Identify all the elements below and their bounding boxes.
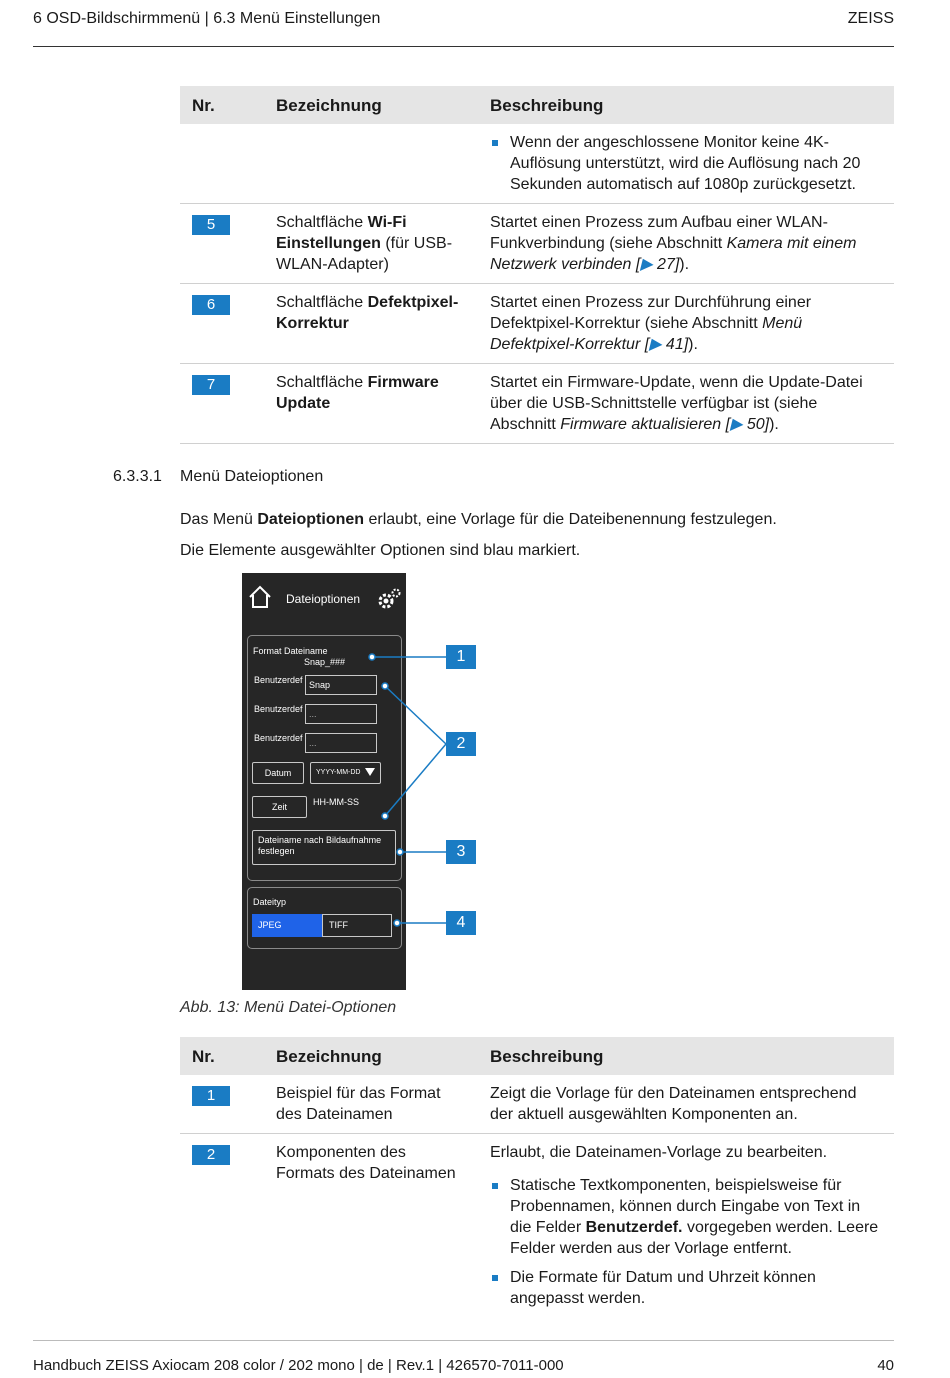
table-row: 2 Komponenten des Formats des Dateinamen Erlaubt, die Dateinamen-Vorlage zu bearbeiten. Statische Textkomponenten, beispielsweise für Probennamen, können durch Eingabe von Text in die Felder Benutzerdef. vorgegeben werden. Leere Felder werden aus der Vorlage entfernt. Die Formate für Datum und Uhrzeit können angepasst werden.	[180, 1134, 894, 1318]
table-row: 7 Schaltfläche Firmware Update Startet ein Firmware-Update, wenn die Update-Datei über die USB-Schnittstelle verfügbar ist (siehe Abschnitt Firmware aktualisieren [▶ 50]).	[180, 364, 894, 444]
page-header	[33, 10, 894, 47]
cross-reference[interactable]: Firmware aktualisieren [▶ 50]	[560, 416, 770, 433]
section-number: 6.3.3.1	[113, 468, 162, 485]
col-beschreibung: Beschreibung	[478, 86, 894, 124]
intro-paragraph: Das Menü Dateioptionen erlaubt, eine Vorlage für die Dateibenennung festzulegen.	[180, 511, 777, 528]
user-label-1: Benutzerdef	[254, 675, 303, 685]
col-bezeichnung: Bezeichnung	[264, 86, 478, 124]
footer-doc-info: Handbuch ZEISS Axiocam 208 color / 202 mono | de | Rev.1 | 426570-7011-000	[33, 1357, 564, 1374]
table-header-row	[180, 86, 894, 124]
number-badge: 2	[192, 1145, 230, 1165]
callout-lines	[360, 640, 480, 940]
link-arrow-icon: ▶	[640, 256, 653, 273]
jpeg-option[interactable]: JPEG	[252, 914, 322, 937]
time-format: HH-MM-SS	[313, 797, 359, 807]
filetype-label: Dateityp	[253, 897, 287, 907]
user-label-2: Benutzerdef	[254, 704, 303, 714]
link-arrow-icon: ▶	[730, 416, 743, 433]
col-beschreibung: Beschreibung	[478, 1037, 894, 1075]
table-header-row	[180, 1037, 894, 1075]
number-badge: 6	[192, 295, 230, 315]
number-badge: 5	[192, 215, 230, 235]
format-preview: Snap_###	[304, 657, 346, 667]
link-arrow-icon: ▶	[649, 336, 662, 353]
date-format-select[interactable]: YYYY-MM-DD	[310, 762, 381, 784]
gear-icon[interactable]	[376, 587, 402, 611]
callout-2: 2	[446, 732, 476, 756]
table-row: 5 Schaltfläche Wi-Fi Einstellungen (für USB-WLAN-Adapter) Startet einen Prozess zum Aufbau einer WLAN-Funkverbindung (siehe Abschnitt Kamera mit einem Netzwerk verbinden [▶ 27]).	[180, 204, 894, 284]
settings-table	[180, 86, 894, 444]
format-label: Format Dateiname	[253, 646, 328, 656]
callout-4: 4	[446, 911, 476, 935]
callout-3: 3	[446, 840, 476, 864]
cross-reference[interactable]: Kamera mit einem Netzwerk verbinden [▶ 27]	[490, 235, 857, 273]
col-bezeichnung: Bezeichnung	[264, 1037, 478, 1075]
set-filename-button[interactable]: Dateiname nach Bildaufnahme festlegen	[252, 830, 396, 865]
table-row: 6 Schaltfläche Defektpixel-Korrektur Startet einen Prozess zur Durchführung einer Defektpixel-Korrektur (siehe Abschnitt Menü Defektpixel-Korrektur [▶ 41]).	[180, 284, 894, 364]
date-button[interactable]: Datum	[252, 762, 304, 784]
user-field-3[interactable]: ...	[305, 733, 377, 753]
bullet-item: Wenn der angeschlossene Monitor keine 4K-Auflösung unterstützt, wird die Auflösung nach 20 Sekunden automatisch auf 1080p zurückgesetzt.	[490, 132, 882, 195]
user-field-1[interactable]: Snap	[305, 675, 377, 695]
section-title: Menü Dateioptionen	[180, 468, 324, 485]
col-nr: Nr.	[180, 86, 264, 124]
cross-reference[interactable]: Menü Defektpixel-Korrektur [▶ 41]	[490, 315, 803, 353]
bullet-item: Statische Textkomponenten, beispielsweise für Probennamen, können durch Eingabe von Text in die Felder Benutzerdef. vorgegeben werden. Leere Felder werden aus der Vorlage entfernt.	[490, 1175, 882, 1259]
home-icon[interactable]	[248, 585, 272, 609]
time-button[interactable]: Zeit	[252, 796, 307, 818]
file-options-table	[180, 1037, 894, 1317]
number-badge: 7	[192, 375, 230, 395]
callout-1: 1	[446, 645, 476, 669]
number-badge: 1	[192, 1086, 230, 1106]
screen-title: Dateioptionen	[286, 592, 361, 606]
page-number: 40	[877, 1357, 894, 1374]
user-label-3: Benutzerdef	[254, 733, 303, 743]
page-footer	[33, 1340, 894, 1374]
col-nr: Nr.	[180, 1037, 264, 1075]
user-field-2[interactable]: ...	[305, 704, 377, 724]
tiff-option[interactable]: TIFF	[322, 914, 392, 937]
bullet-item: Die Formate für Datum und Uhrzeit können angepasst werden.	[490, 1267, 882, 1309]
header-brand: ZEISS	[847, 10, 894, 27]
figure-caption: Abb. 13: Menü Datei-Optionen	[180, 999, 397, 1016]
note-paragraph: Die Elemente ausgewählter Optionen sind blau markiert.	[180, 542, 581, 559]
table-row: 1 Beispiel für das Format des Dateinamen Zeigt die Vorlage für den Dateinamen entsprechend der aktuell ausgewählten Komponenten an.	[180, 1075, 894, 1134]
header-chapter: 6 OSD-Bildschirmmenü | 6.3 Menü Einstellungen	[33, 10, 381, 27]
table-row	[180, 124, 894, 204]
